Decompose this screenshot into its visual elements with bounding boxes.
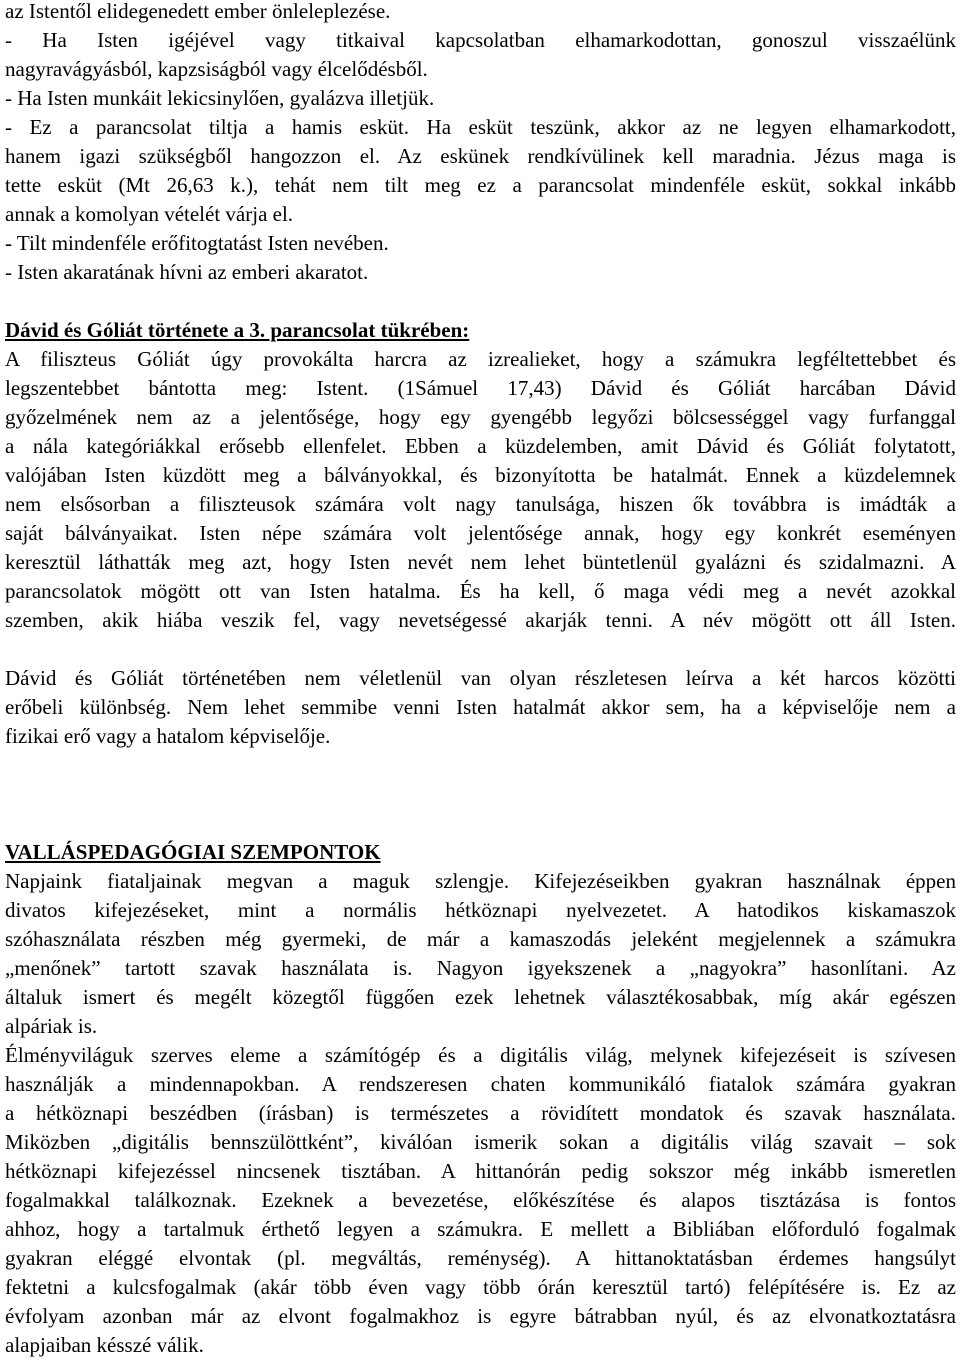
list-line: - Tilt mindenféle erőfitogtatást Isten nevében. bbox=[5, 231, 389, 255]
list-line: az Istentől elidegenedett ember önleleplezése. bbox=[5, 0, 391, 23]
paragraph-line: ahhoz, hogy a tartalmuk érthető legyen a számukra. E mellett a Bibliában előforduló fogalmak bbox=[5, 1217, 956, 1241]
paragraph-line: keresztül láthatták meg azt, hogy Isten nevét nem lehet büntetlenül gyalázni és szidalmazni. A bbox=[5, 550, 956, 574]
list-line: hanem igazi szükségből hangozzon el. Az eskünek rendkívülinek kell maradnia. Jézus maga is bbox=[5, 144, 956, 168]
paragraph bbox=[5, 1041, 956, 1360]
spacer bbox=[5, 635, 956, 664]
paragraph bbox=[5, 664, 956, 751]
paragraph-line: A filiszteus Góliát úgy provokálta harcra az izrealieket, hogy a számukra legféltettebbet és bbox=[5, 347, 956, 371]
list-line: - Ha Isten igéjével vagy titkaival kapcsolatban elhamarkodottan, gonoszul visszaélünk bbox=[5, 28, 956, 52]
paragraph-line: a nála kategóriákkal erősebb ellenfelet. Ebben a küzdelemben, amit Dávid és Góliát folytatott, bbox=[5, 434, 956, 458]
paragraph-line: erőbeli különbség. Nem lehet semmibe venni Isten hatalmát akkor sem, ha a képviselője nem a bbox=[5, 695, 956, 719]
commandment-list bbox=[5, 0, 956, 287]
paragraph-line: Dávid és Góliát történetében nem véletlenül van olyan részletesen leírva a két harcos közötti bbox=[5, 666, 956, 690]
paragraph-line: fogalmakkal találkoznak. Ezeknek a bevezetése, előkészítése és alapos tisztázása is fontos bbox=[5, 1188, 956, 1212]
paragraph-line: nem elsősorban a filiszteusok számára volt nagy tanulsága, hiszen ők továbbra is imádták a bbox=[5, 492, 956, 516]
list-line: annak a komolyan vételét várja el. bbox=[5, 202, 294, 226]
paragraph-line: legszentebbet bántotta meg: Istent. (1Sámuel 17,43) Dávid és Góliát harcában Dávid bbox=[5, 376, 956, 400]
list-line: - Isten akaratának hívni az emberi akaratot. bbox=[5, 260, 369, 284]
paragraph-line: „menőnek” tartott szavak használata is. Nagyon igyekszenek a „nagyokra” hasonlítani. Az bbox=[5, 956, 956, 980]
paragraph-line: győzelmének nem az a jelentősége, hogy egy gyengébb legyőzi bölcsességgel vagy furfanggal bbox=[5, 405, 956, 429]
list-line: - Ha Isten munkáit lekicsinylően, gyalázva illetjük. bbox=[5, 86, 435, 110]
document-page bbox=[5, 0, 956, 1360]
paragraph-line: szemben, akik hiába veszik fel, vagy nevetségessé akarják tenni. A név mögött ott áll Isten. bbox=[5, 608, 956, 632]
paragraph-line: használják a mindennapokban. A rendszeresen chaten kommunikáló fiatalok számára gyakran bbox=[5, 1072, 956, 1096]
paragraph-line: saját bálványaikat. Isten népe számára volt jelentősége annak, hogy egy konkrét eseményen bbox=[5, 521, 956, 545]
list-line: nagyravágyásból, kapzsiságból vagy élcelődésből. bbox=[5, 57, 428, 81]
spacer bbox=[5, 287, 956, 316]
paragraph-line: szóhasználata részben még gyermeki, de már a kamaszodás jeleként megjelennek a számukra bbox=[5, 927, 956, 951]
spacer bbox=[5, 751, 956, 809]
paragraph-line: Miközben „digitális bennszülöttként”, kiválóan ismerik sokan a digitális világ szavait – sok bbox=[5, 1130, 956, 1154]
paragraph-line: a hétköznapi beszédben (írásban) is természetes a rövidített mondatok és szavak használata. bbox=[5, 1101, 956, 1125]
paragraph-line: fektetni a kulcsfogalmak (akár több éven vagy több órán keresztül tartó) felépítésére is. Ez az bbox=[5, 1275, 956, 1299]
list-line: tette esküt (Mt 26,63 k.), tehát nem tilt meg ez a parancsolat mindenféle esküt, sokkal inkább bbox=[5, 173, 956, 197]
paragraph-line: gyakran eléggé elvontak (pl. megváltás, reménység). A hittanoktatásban érdemes hangsúlyt bbox=[5, 1246, 956, 1270]
paragraph-line: valójában Isten küzdött meg a bálványokkal, és bizonyította be hatalmát. Ennek a küzdelemnek bbox=[5, 463, 956, 487]
paragraph bbox=[5, 867, 956, 1041]
spacer bbox=[5, 809, 956, 838]
paragraph-line: Napjaink fiataljainak megvan a maguk szlengje. Kifejezéseikben gyakran használnak éppen bbox=[5, 869, 956, 893]
paragraph-line: hétköznapi kifejezéssel nincsenek tisztában. A hittanórán pedig sokszor még inkább ismeretlen bbox=[5, 1159, 956, 1183]
paragraph-line: általuk ismert és megélt közegtől függően ezek lehetnek választékosabbak, míg akár egészen bbox=[5, 985, 956, 1009]
paragraph-line: alapjaiban késszé válik. bbox=[5, 1333, 204, 1357]
paragraph bbox=[5, 345, 956, 635]
paragraph-line: divatos kifejezéseket, mint a normális hétköznapi nyelvezetet. A hatodikos kiskamaszok bbox=[5, 898, 956, 922]
paragraph-line: fizikai erő vagy a hatalom képviselője. bbox=[5, 724, 331, 748]
paragraph-line: alpáriak is. bbox=[5, 1014, 98, 1038]
list-line: - Ez a parancsolat tiltja a hamis esküt. Ha esküt teszünk, akkor az ne legyen elhamarkodott, bbox=[5, 115, 956, 139]
paragraph-line: évfolyam azonban már az elvont fogalmakhoz is egyre bátrabban nyúl, és az elvonatkoztatásra bbox=[5, 1304, 956, 1328]
section-heading-pedagogy: VALLÁSPEDAGÓGIAI SZEMPONTOK bbox=[5, 840, 381, 864]
section-heading-david-goliath: Dávid és Góliát története a 3. parancsolat tükrében: bbox=[5, 318, 470, 342]
paragraph-line: parancsolatok mögött ott van Isten hatalma. És ha kell, ő maga védi meg a nevét azokkal bbox=[5, 579, 956, 603]
paragraph-line: Élményviláguk szerves eleme a számítógép és a digitális világ, melynek kifejezéseit is szívesen bbox=[5, 1043, 956, 1067]
